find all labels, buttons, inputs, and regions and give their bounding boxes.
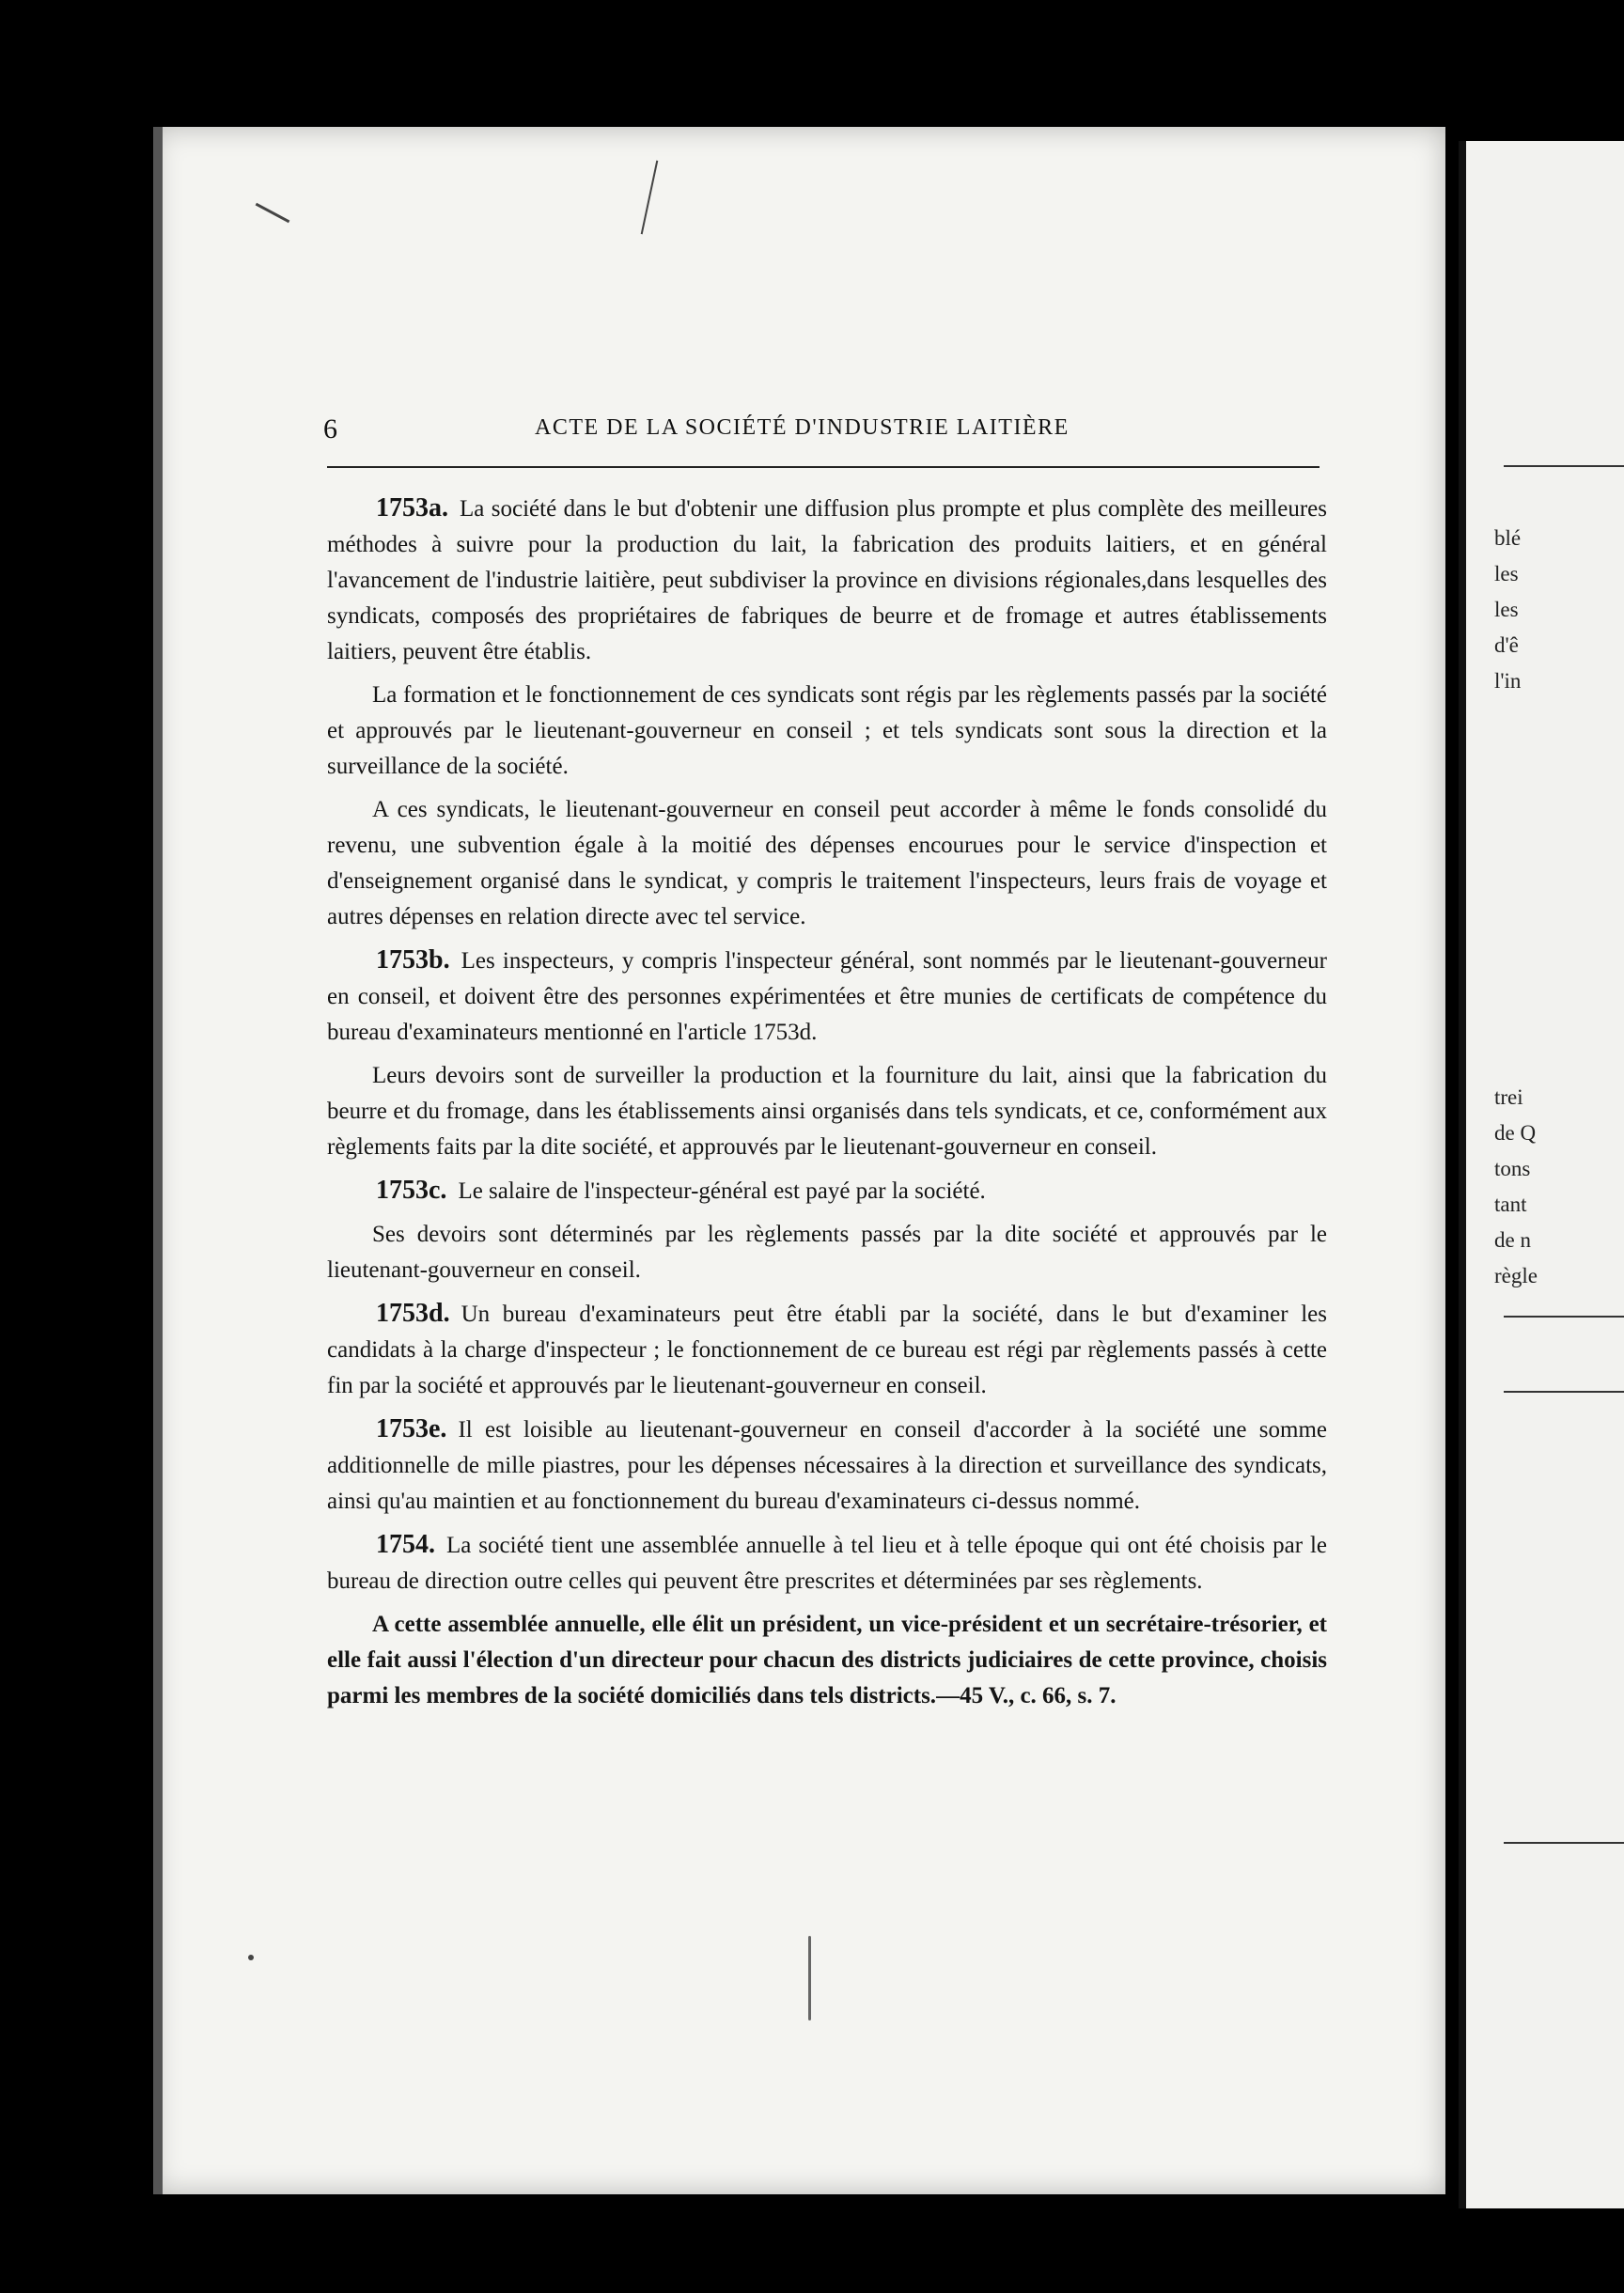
paragraph: Leurs devoirs sont de surveiller la production et la fourniture du lait, ainsi que la fabrication du beurre et du fromage, dans les établissements ainsi organisés dans tels syndicats, et ce, conformément aux règlements faits par la dite société, et approuvés par le lieutenant-gouverneur en conseil. [327,1063,1327,1160]
facing-page-fragment: règle [1494,1264,1538,1287]
scan-mark [808,1936,811,2020]
article-1753a [327,491,1327,670]
article-text: Le salaire de l'inspecteur-général est payé par la société. [458,1178,986,1204]
facing-page-fragment: de n [1494,1228,1531,1252]
paragraph: Ses devoirs sont déterminés par les règlements passés par la dite société et approuvés par le lieutenant-gouverneur en conseil. [327,1222,1327,1283]
facing-page-rule [1504,1316,1624,1318]
article-1754 [327,1527,1327,1599]
scan-mark [248,1955,254,1960]
header-rule [327,466,1320,468]
facing-page-fragment: l'in [1494,669,1522,693]
facing-page-rule [1504,1391,1624,1393]
paragraph: A ces syndicats, le lieutenant-gouverneur en conseil peut accorder à même le fonds consolidé du revenu, une subvention égale à la moitié des dépenses encourues pour le service d'inspection et d'enseignement organisé dans le syndicat, y compris le traitement l'inspecteurs, leurs frais de voyage et autres dépenses en relation directe avec tel service. [327,797,1327,929]
article-text: La société tient une assemblée annuelle à tel lieu et à telle époque qui ont été choisis par le bureau de direction outre celles qui peuvent être prescrites et déterminées par ses règlements. [327,1533,1327,1594]
page-number: 6 [323,413,337,445]
article-text: Les inspecteurs, y compris l'inspecteur général, sont nommés par le lieutenant-gouverneur en conseil, et doivent être des personnes expérimentées et être munies de certificats de compétence du bureau d'examinateurs mentionné en l'article 1753d. [327,948,1327,1045]
page-header [323,413,1320,451]
article-1753c [327,1173,1327,1209]
article-1753e [327,1412,1327,1520]
article-number: 1753e. [376,1414,447,1443]
facing-page-rule [1504,1842,1624,1844]
paragraph [327,1607,1327,1714]
article-number: 1753c. [376,1176,447,1205]
facing-page-fragment: tons [1494,1157,1531,1180]
facing-page-fragment: les [1494,598,1519,621]
facing-page-fragment: les [1494,562,1519,585]
running-title: ACTE DE LA SOCIÉTÉ D'INDUSTRIE LAITIÈRE [535,415,1070,440]
article-1753b [327,943,1327,1051]
page-body [327,491,1327,1722]
article-1753d [327,1296,1327,1404]
article-number: 1753d. [376,1299,450,1328]
facing-page-fragment: tant [1494,1193,1527,1216]
paragraph: La formation et le fonctionnement de ces syndicats sont régis par les règlements passés par la société et approuvés par le lieutenant-gouverneur en conseil ; et tels syndicats sont sous la direction et la surveillance de la société. [327,682,1327,779]
facing-page-fragment: d'ê [1494,633,1519,657]
article-number: 1753a. [376,493,448,523]
facing-page-fragment: de Q [1494,1121,1537,1145]
article-number: 1754. [376,1530,435,1559]
legal-citation: —45 V., c. 66, s. 7. [936,1683,1116,1708]
facing-page-fragment: trei [1494,1085,1523,1109]
facing-page-edge [1459,141,1624,2208]
facing-page-fragment: blé [1494,526,1522,550]
facing-page-rule [1504,465,1624,467]
article-text: Il est loisible au lieutenant-gouverneur en conseil d'accorder à la société une somme additionnelle de mille piastres, pour les dépenses nécessaires à la direction et surveillance des syndicats, ainsi qu'au maintien et au fonctionnement du bureau d'examinateurs ci-dessus nommé. [327,1417,1327,1514]
article-text: La société dans le but d'obtenir une diffusion plus prompte et plus complète des meilleures méthodes à suivre pour la production du lait, la fabrication des produits laitiers, et en général l'avancement de l'industrie laitière, peut subdiviser la province en divisions régionales,dans lesquelles des syndicats, composés des propriétaires de fabriques de beurre et de fromage et autres établissements laitiers, peuvent être établis. [327,496,1327,664]
article-text: Un bureau d'examinateurs peut être établi par la société, dans le but d'examiner les candidats à la charge d'inspecteur ; le fonctionnement de ce bureau est régi par règlements passés à cette fin par la société et approuvés par le lieutenant-gouverneur en conseil. [327,1302,1327,1398]
article-number: 1753b. [376,945,450,975]
paragraph-text: A cette assemblée annuelle, elle élit un président, un vice-président et un secrétaire-trésorier, et elle fait aussi l'élection d'un directeur pour chacun des districts judiciaires de cette province, choisis parmi les membres de la société domiciliés dans tels districts. [327,1612,1327,1708]
